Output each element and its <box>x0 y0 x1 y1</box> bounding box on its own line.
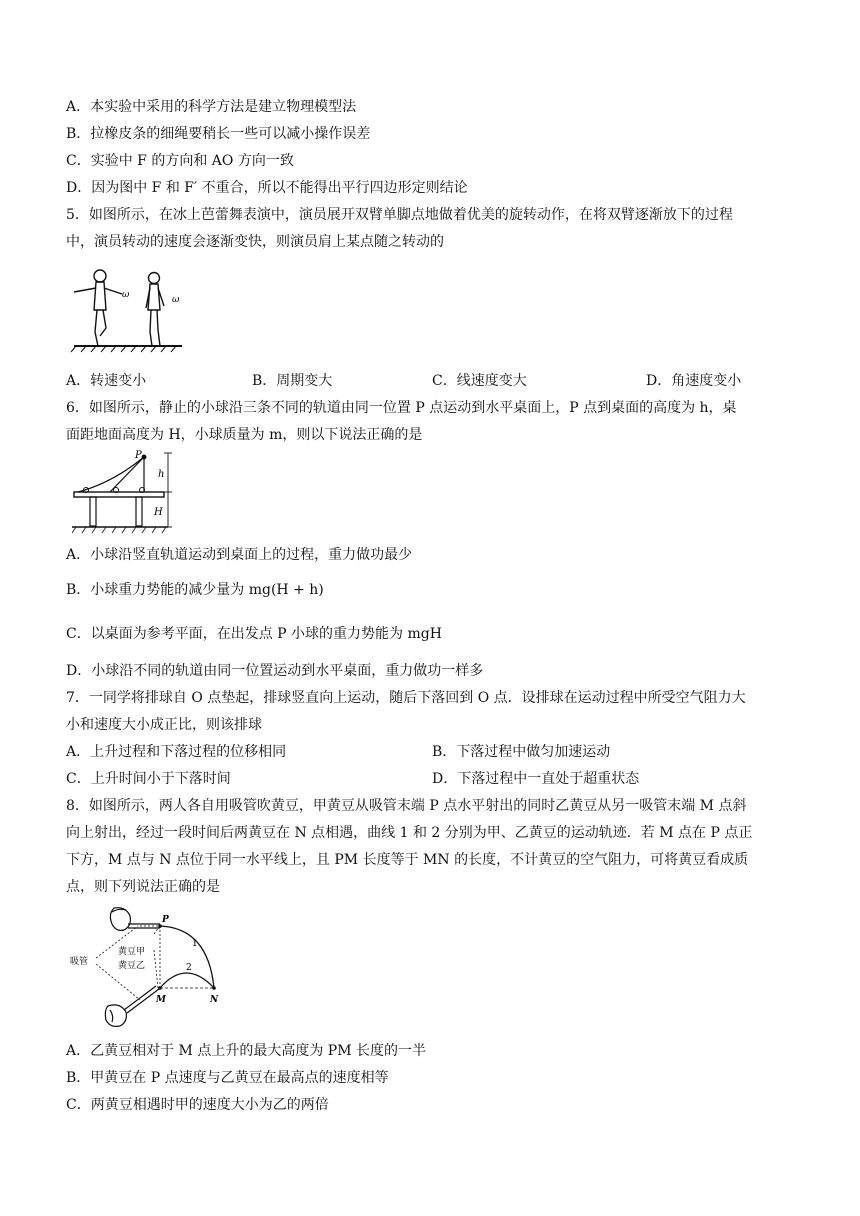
q4-option-b: B．拉橡皮条的细绳要稍长一些可以减小操作误差 <box>66 126 371 142</box>
q8-figure-bean-trajectories <box>68 906 232 1032</box>
q5-option-d: D．角速度变小 <box>646 373 742 389</box>
q6-figure-table-tracks <box>72 449 188 535</box>
q8-stem-line4: 点，则下列说法正确的是 <box>66 879 220 895</box>
q4-option-d: D．因为图中 F 和 F′ 不重合，所以不能得出平行四边形定则结论 <box>66 180 468 196</box>
q7-stem-line1: 7．一同学将排球自 O 点垫起，排球竖直向上运动，随后下落回到 O 点．设排球在运动过程中所受空气阻力大 <box>66 690 746 706</box>
q5-option-a: A．转速变小 <box>66 373 147 389</box>
q5-option-b: B．周期变大 <box>252 373 333 389</box>
q8-option-c: C．两黄豆相遇时甲的速度大小为乙的两倍 <box>66 1097 329 1113</box>
q4-option-c: C．实验中 F 的方向和 AO 方向一致 <box>66 153 294 169</box>
svg-text:2: 2 <box>186 963 192 973</box>
svg-text:黄豆甲: 黄豆甲 <box>118 947 146 957</box>
q5-stem-line2: 中，演员转动的速度会逐渐变快，则演员肩上某点随之转动的 <box>66 234 444 250</box>
q6-option-a: A．小球沿竖直轨道运动到桌面上的过程，重力做功最少 <box>66 547 413 563</box>
q6-option-d: D．小球沿不同的轨道由同一位置运动到水平桌面，重力做功一样多 <box>66 663 484 679</box>
q7-option-d: D．下落过程中一直处于超重状态 <box>432 771 640 787</box>
q8-stem-line3: 下方，M 点与 N 点位于同一水平线上，且 PM 长度等于 MN 的长度，不计黄豆的空气阻力，可将黄豆看成质 <box>66 852 749 868</box>
q4-option-a: A．本实验中采用的科学方法是建立物理模型法 <box>66 99 357 115</box>
q5-option-c: C．线速度变大 <box>432 373 527 389</box>
q7-option-a: A．上升过程和下落过程的位移相同 <box>66 744 287 760</box>
svg-text:1: 1 <box>192 939 198 949</box>
q7-option-c: C．上升时间小于下落时间 <box>66 771 231 787</box>
svg-text:吸管: 吸管 <box>70 957 89 967</box>
svg-text:ω: ω <box>122 290 130 300</box>
svg-text:P: P <box>135 450 142 461</box>
q6-option-c: C．以桌面为参考平面，在出发点 P 小球的重力势能为 mgH <box>66 626 442 642</box>
q6-stem-line2: 面距地面高度为 H，小球质量为 m，则以下说法正确的是 <box>66 427 423 443</box>
svg-text:h: h <box>158 469 165 480</box>
q8-option-b: B．甲黄豆在 P 点速度与乙黄豆在最高点的速度相等 <box>66 1070 389 1086</box>
svg-text:黄豆乙: 黄豆乙 <box>118 961 146 971</box>
q8-option-a: A．乙黄豆相对于 M 点上升的最大高度为 PM 长度的一半 <box>66 1043 426 1059</box>
q7-option-b: B．下落过程中做匀加速运动 <box>432 744 611 760</box>
q8-stem-line1: 8．如图所示，两人各自用吸管吹黄豆，甲黄豆从吸管末端 P 点水平射出的同时乙黄豆从另一吸管末端 M 点斜 <box>66 798 747 814</box>
svg-text:P: P <box>162 915 169 925</box>
svg-text:H: H <box>154 507 163 518</box>
svg-text:N: N <box>210 995 219 1005</box>
q5-stem-line1: 5．如图所示，在冰上芭蕾舞表演中，演员展开双臂单脚点地做着优美的旋转动作，在将双臂逐渐放下的过程 <box>66 207 733 223</box>
svg-text:ω: ω <box>172 295 180 305</box>
svg-text:M: M <box>156 995 166 1005</box>
q7-stem-line2: 小和速度大小成正比，则该排球 <box>66 717 262 733</box>
q6-option-b: B．小球重力势能的减少量为 mg(H + h) <box>66 582 324 598</box>
q6-stem-line1: 6．如图所示，静止的小球沿三条不同的轨道由同一位置 P 点运动到水平桌面上，P 点到桌面的高度为 h，桌 <box>66 400 737 416</box>
q5-figure-skater <box>70 266 190 354</box>
q8-stem-line2: 向上射出，经过一段时间后两黄豆在 N 点相遇，曲线 1 和 2 分别为甲、乙黄豆的运动轨迹．若 M 点在 P 点正 <box>66 825 753 841</box>
